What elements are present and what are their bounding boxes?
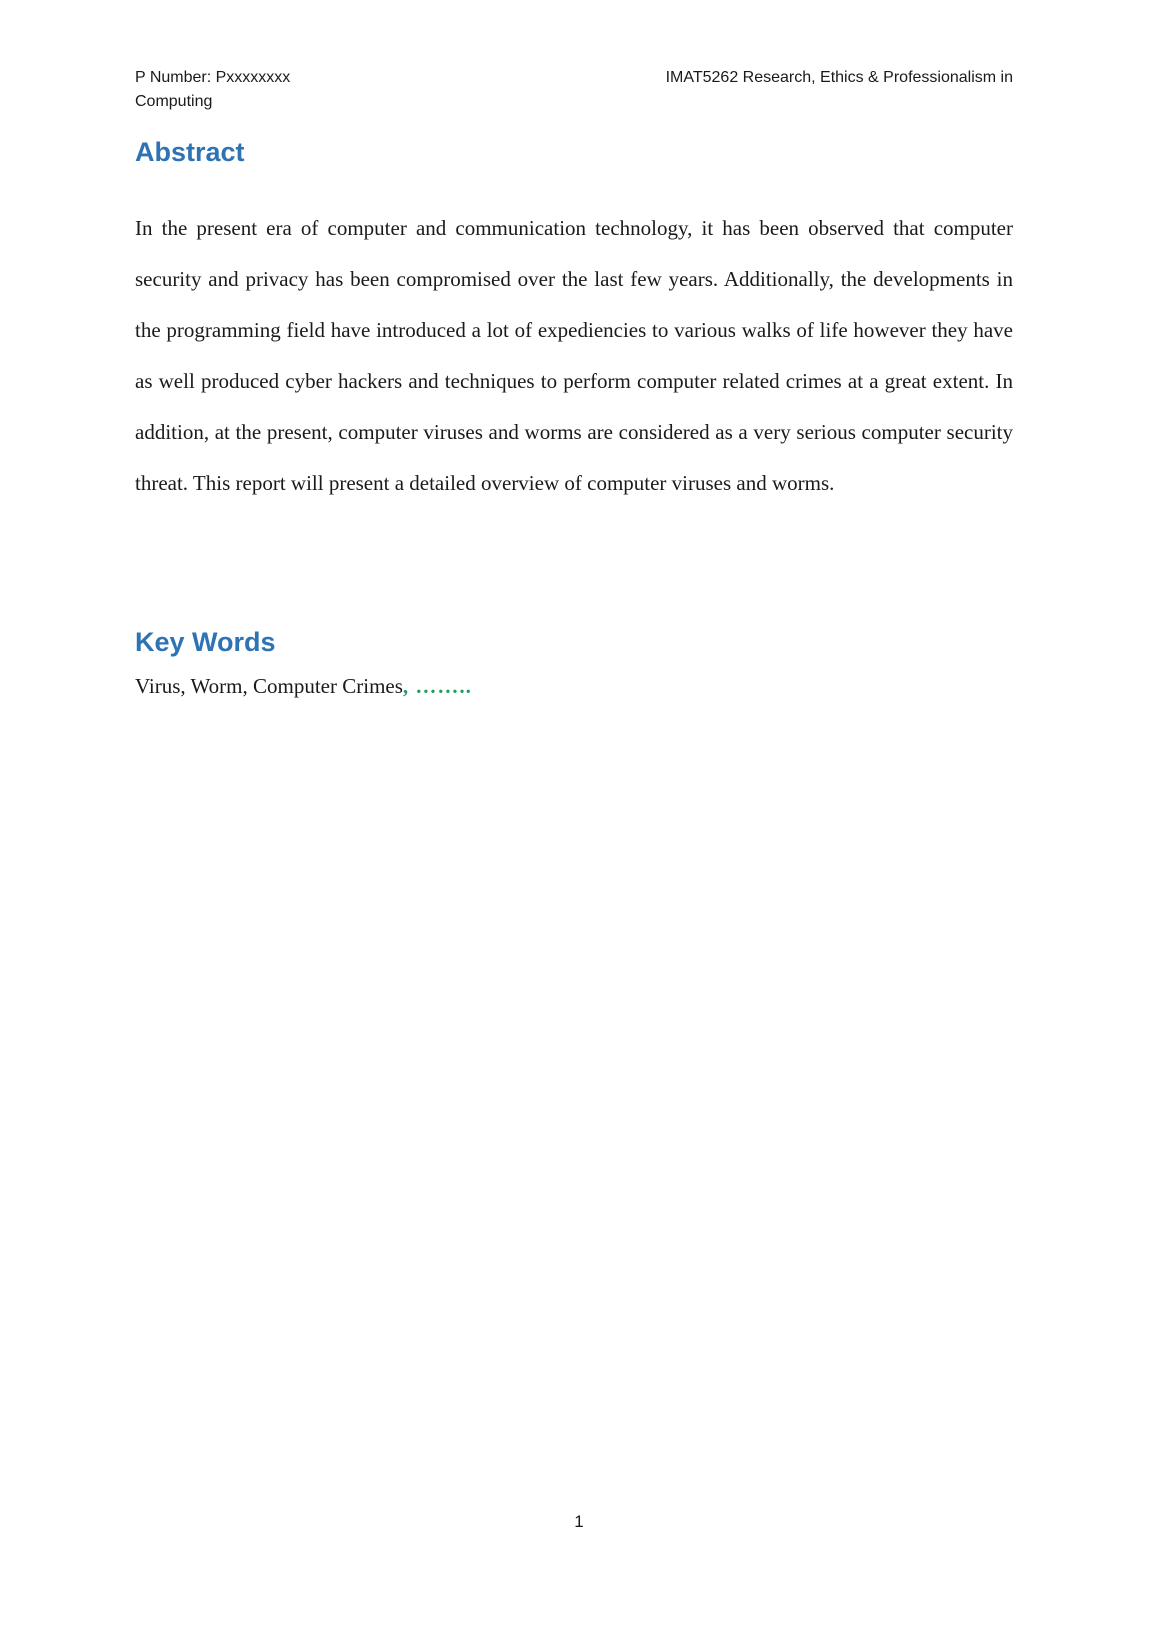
header-p-number: P Number: Pxxxxxxxx: [135, 69, 291, 86]
keywords-placeholder-dots: , ……..: [402, 674, 472, 698]
page-header: [135, 66, 1013, 114]
keywords-heading: Key Words: [135, 627, 276, 657]
header-line-1: [135, 66, 1013, 90]
keywords-line: [135, 671, 1013, 701]
header-wrap-word: Computing: [135, 93, 213, 110]
abstract-heading: Abstract: [135, 137, 245, 167]
page-number: 1: [574, 1512, 584, 1531]
keywords-text: Virus, Worm, Computer Crimes: [135, 674, 403, 698]
abstract-paragraph: In the present era of computer and communication technology, it has been observed that computer security and privacy has been compromised over the last few years. Additionally, the developments in the programming field have introduced a lot of expediencies to various walks of life however they have as well produced cyber hackers and techniques to perform computer related crimes at a great extent. In addition, at the present, computer viruses and worms are considered as a very serious computer security threat. This report will present a detailed overview of computer viruses and worms.: [135, 216, 1013, 495]
header-course-title: IMAT5262 Research, Ethics & Professionalism in: [665, 69, 1013, 86]
